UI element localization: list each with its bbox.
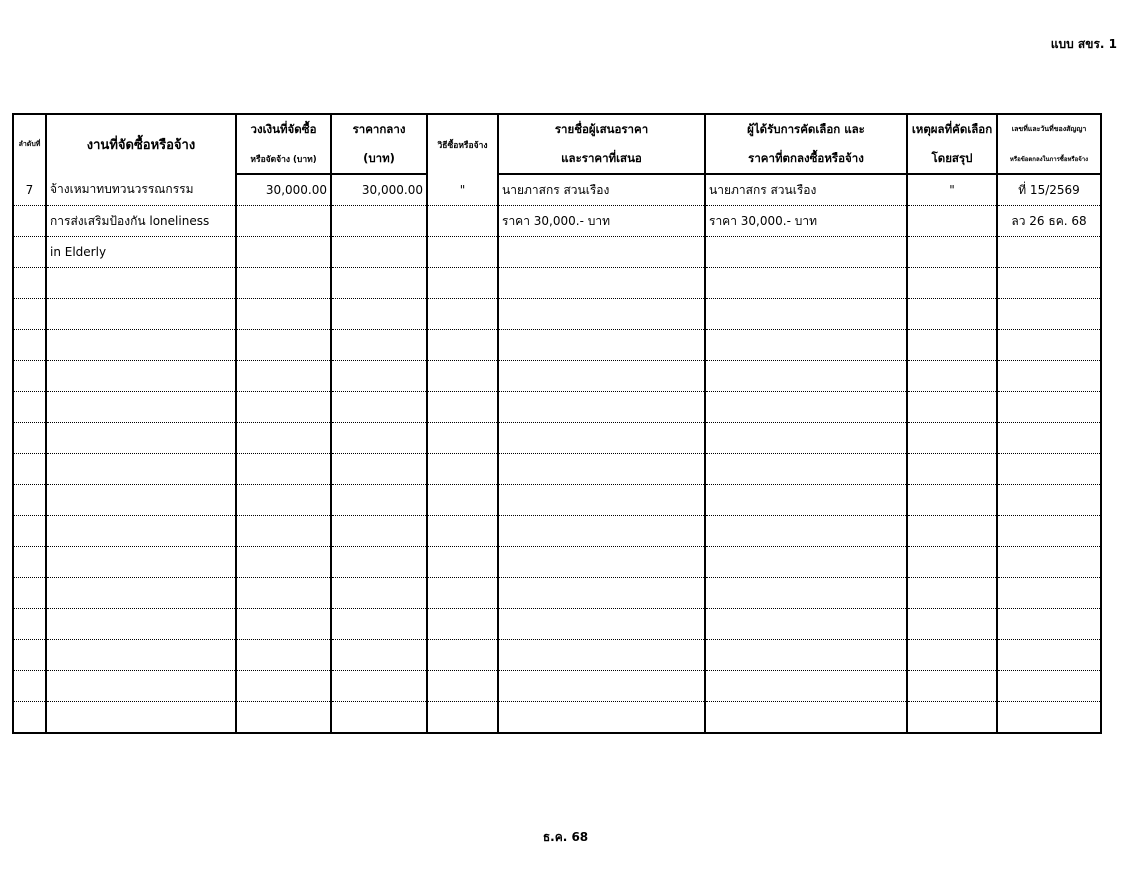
cell-selected: [705, 485, 907, 516]
cell-bidders: ราคา 30,000.- บาท: [498, 206, 705, 237]
header-budget-line1: วงเงินที่จัดซื้อ: [236, 114, 331, 144]
cell-work: [46, 423, 236, 454]
cell-bidders: [498, 671, 705, 702]
cell-method: [427, 237, 498, 268]
cell-method: [427, 578, 498, 609]
cell-reason: [907, 640, 997, 671]
cell-budget: [236, 268, 331, 299]
table-row: [13, 392, 1101, 423]
table-header: [13, 114, 1101, 174]
cell-work: [46, 485, 236, 516]
header-budget-line2: หรือจัดจ้าง (บาท): [236, 144, 331, 174]
cell-reason: [907, 268, 997, 299]
table-row: [13, 485, 1101, 516]
cell-median: 30,000.00: [331, 174, 427, 206]
cell-median: [331, 237, 427, 268]
cell-no: [13, 330, 46, 361]
cell-median: [331, 454, 427, 485]
cell-reason: [907, 392, 997, 423]
cell-method: [427, 454, 498, 485]
table-row: [13, 640, 1101, 671]
form-code: แบบ สขร. 1: [1050, 37, 1117, 51]
cell-reason: [907, 609, 997, 640]
cell-median: [331, 671, 427, 702]
cell-method: [427, 516, 498, 547]
cell-median: [331, 547, 427, 578]
table-row: [13, 299, 1101, 330]
cell-median: [331, 361, 427, 392]
cell-reason: [907, 516, 997, 547]
cell-budget: [236, 454, 331, 485]
cell-bidders: [498, 423, 705, 454]
cell-selected: [705, 330, 907, 361]
cell-reason: [907, 423, 997, 454]
header-work: งานที่จัดซื้อหรือจ้าง: [46, 114, 236, 174]
cell-contract: [997, 547, 1101, 578]
cell-median: [331, 485, 427, 516]
cell-budget: [236, 423, 331, 454]
cell-no: [13, 671, 46, 702]
cell-selected: [705, 392, 907, 423]
cell-work: [46, 454, 236, 485]
cell-median: [331, 299, 427, 330]
cell-no: [13, 361, 46, 392]
cell-budget: [236, 578, 331, 609]
header-no: ลำดับที่: [13, 114, 46, 174]
cell-bidders: [498, 361, 705, 392]
cell-reason: [907, 671, 997, 702]
cell-median: [331, 702, 427, 734]
cell-work: [46, 392, 236, 423]
cell-budget: [236, 485, 331, 516]
cell-selected: [705, 454, 907, 485]
cell-bidders: [498, 330, 705, 361]
cell-method: [427, 330, 498, 361]
cell-work: [46, 640, 236, 671]
cell-selected: [705, 547, 907, 578]
cell-no: [13, 392, 46, 423]
cell-bidders: นายภาสกร สวนเรือง: [498, 174, 705, 206]
cell-method: [427, 609, 498, 640]
cell-no: [13, 609, 46, 640]
cell-method: [427, 392, 498, 423]
cell-no: [13, 485, 46, 516]
cell-budget: [236, 609, 331, 640]
cell-no: [13, 640, 46, 671]
cell-budget: [236, 516, 331, 547]
cell-contract: [997, 578, 1101, 609]
header-selected-line1: ผู้ได้รับการคัดเลือก และ: [705, 114, 907, 144]
header-median-line1: ราคากลาง: [331, 114, 427, 144]
cell-no: 7: [13, 174, 46, 206]
header-selected-line2: ราคาที่ตกลงซื้อหรือจ้าง: [705, 144, 907, 174]
cell-budget: [236, 206, 331, 237]
cell-contract: [997, 485, 1101, 516]
header-reason-line2: โดยสรุป: [907, 144, 997, 174]
cell-contract: [997, 268, 1101, 299]
cell-method: [427, 640, 498, 671]
cell-budget: [236, 640, 331, 671]
cell-bidders: [498, 578, 705, 609]
cell-reason: [907, 547, 997, 578]
header-contract-line2: หรือข้อตกลงในการซื้อหรือจ้าง: [997, 144, 1101, 174]
cell-bidders: [498, 702, 705, 734]
cell-work: [46, 547, 236, 578]
cell-work: การส่งเสริมป้องกัน loneliness: [46, 206, 236, 237]
cell-reason: [907, 702, 997, 734]
cell-selected: นายภาสกร สวนเรือง: [705, 174, 907, 206]
cell-selected: [705, 578, 907, 609]
cell-contract: [997, 702, 1101, 734]
cell-budget: [236, 392, 331, 423]
cell-reason: [907, 299, 997, 330]
cell-bidders: [498, 516, 705, 547]
cell-reason: [907, 330, 997, 361]
table-row: [13, 516, 1101, 547]
header-contract-line1: เลขที่และวันที่ของสัญญา: [997, 114, 1101, 144]
cell-budget: [236, 361, 331, 392]
cell-work: [46, 361, 236, 392]
cell-work: [46, 299, 236, 330]
cell-selected: [705, 268, 907, 299]
cell-contract: ที่ 15/2569: [997, 174, 1101, 206]
cell-no: [13, 454, 46, 485]
cell-no: [13, 702, 46, 734]
cell-budget: [236, 671, 331, 702]
cell-median: [331, 330, 427, 361]
cell-contract: [997, 361, 1101, 392]
cell-median: [331, 423, 427, 454]
cell-contract: [997, 671, 1101, 702]
cell-selected: [705, 609, 907, 640]
cell-selected: ราคา 30,000.- บาท: [705, 206, 907, 237]
table-row: [13, 702, 1101, 734]
cell-contract: [997, 454, 1101, 485]
cell-method: [427, 361, 498, 392]
cell-reason: ": [907, 174, 997, 206]
header-reason-line1: เหตุผลที่คัดเลือก: [907, 114, 997, 144]
cell-contract: ลว 26 ธค. 68: [997, 206, 1101, 237]
cell-budget: [236, 237, 331, 268]
cell-method: ": [427, 174, 498, 206]
cell-no: [13, 206, 46, 237]
cell-budget: [236, 547, 331, 578]
table-row: [13, 268, 1101, 299]
table-row: [13, 609, 1101, 640]
cell-method: [427, 268, 498, 299]
cell-bidders: [498, 454, 705, 485]
cell-work: จ้างเหมาทบทวนวรรณกรรม: [46, 174, 236, 206]
cell-median: [331, 578, 427, 609]
cell-bidders: [498, 268, 705, 299]
cell-budget: [236, 330, 331, 361]
table-row: [13, 454, 1101, 485]
header-method: วิธีซื้อหรือจ้าง: [427, 114, 498, 174]
cell-bidders: [498, 485, 705, 516]
cell-median: [331, 268, 427, 299]
cell-bidders: [498, 392, 705, 423]
cell-selected: [705, 423, 907, 454]
table-row: [13, 174, 1101, 206]
cell-contract: [997, 392, 1101, 423]
cell-work: [46, 330, 236, 361]
cell-work: in Elderly: [46, 237, 236, 268]
cell-no: [13, 423, 46, 454]
table-row: [13, 423, 1101, 454]
cell-bidders: [498, 299, 705, 330]
cell-method: [427, 702, 498, 734]
cell-no: [13, 299, 46, 330]
cell-contract: [997, 609, 1101, 640]
cell-method: [427, 206, 498, 237]
table-row: [13, 578, 1101, 609]
table-row: [13, 237, 1101, 268]
cell-reason: [907, 578, 997, 609]
cell-median: [331, 609, 427, 640]
header-median-line2: (บาท): [331, 144, 427, 174]
footer-date: ธ.ค. 68: [542, 830, 589, 844]
cell-method: [427, 547, 498, 578]
cell-median: [331, 206, 427, 237]
cell-contract: [997, 237, 1101, 268]
cell-work: [46, 578, 236, 609]
cell-contract: [997, 330, 1101, 361]
table-row: [13, 361, 1101, 392]
cell-median: [331, 392, 427, 423]
cell-work: [46, 609, 236, 640]
cell-method: [427, 485, 498, 516]
cell-reason: [907, 206, 997, 237]
cell-no: [13, 547, 46, 578]
cell-reason: [907, 454, 997, 485]
cell-bidders: [498, 547, 705, 578]
cell-selected: [705, 671, 907, 702]
cell-no: [13, 578, 46, 609]
cell-work: [46, 516, 236, 547]
cell-method: [427, 671, 498, 702]
table-row: [13, 330, 1101, 361]
cell-selected: [705, 299, 907, 330]
cell-bidders: [498, 237, 705, 268]
procurement-table: [12, 113, 1102, 734]
table-body: [13, 174, 1101, 733]
cell-median: [331, 516, 427, 547]
cell-no: [13, 237, 46, 268]
cell-no: [13, 516, 46, 547]
cell-selected: [705, 640, 907, 671]
cell-reason: [907, 361, 997, 392]
table-row: [13, 671, 1101, 702]
cell-bidders: [498, 640, 705, 671]
cell-contract: [997, 640, 1101, 671]
cell-selected: [705, 516, 907, 547]
cell-budget: [236, 299, 331, 330]
cell-work: [46, 268, 236, 299]
cell-selected: [705, 361, 907, 392]
cell-contract: [997, 423, 1101, 454]
cell-bidders: [498, 609, 705, 640]
cell-contract: [997, 299, 1101, 330]
cell-method: [427, 299, 498, 330]
cell-no: [13, 268, 46, 299]
header-bidders-line1: รายชื่อผู้เสนอราคา: [498, 114, 705, 144]
cell-work: [46, 671, 236, 702]
cell-selected: [705, 702, 907, 734]
cell-method: [427, 423, 498, 454]
cell-reason: [907, 237, 997, 268]
cell-reason: [907, 485, 997, 516]
cell-median: [331, 640, 427, 671]
cell-selected: [705, 237, 907, 268]
cell-work: [46, 702, 236, 734]
cell-contract: [997, 516, 1101, 547]
cell-budget: [236, 702, 331, 734]
table-row: [13, 206, 1101, 237]
cell-budget: 30,000.00: [236, 174, 331, 206]
table-row: [13, 547, 1101, 578]
header-bidders-line2: และราคาที่เสนอ: [498, 144, 705, 174]
